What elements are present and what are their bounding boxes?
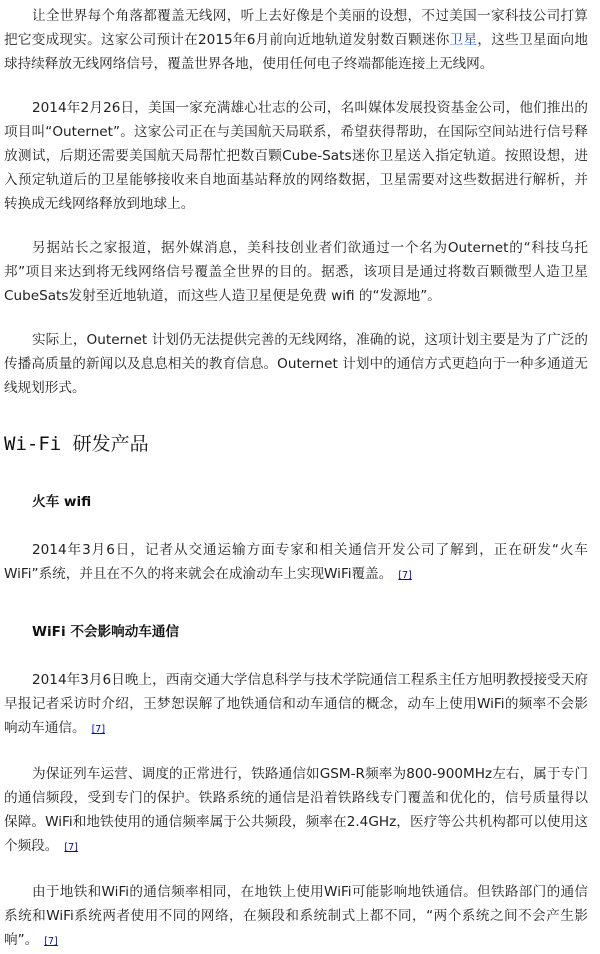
citation-link[interactable]: [7] [91, 724, 106, 735]
intro-paragraph-3: 另据站长之家报道，据外媒消息，美科技创业者们欲通过一个名为Outernet的“科技乌托邦”项目来达到将无线网络信号覆盖全世界的目的。据悉，该项目是通过将数百颗微型人造卫星CubeSats发射至近地轨道，而这些人造卫星便是免费 wifi 的“发源地”。 [4, 240, 588, 304]
satellite-link[interactable]: 卫星 [449, 32, 478, 48]
citation-link[interactable]: [7] [398, 570, 412, 581]
section-heading: Wi-Fi 研发产品 [4, 433, 149, 455]
wifi-no-impact-paragraph-3 [4, 880, 588, 954]
train-wifi-paragraph [4, 538, 588, 588]
subsection-heading-train-wifi: 火车 wifi [32, 494, 92, 510]
wifi-no-impact-paragraph-3-text: 由于地铁和WiFi的通信频率相同，在地铁上使用WiFi可能影响地铁通信。但铁路部门的通信系统和WiFi系统两者使用不同的网络，在频段和系统制式上都不同，“两个系统之间不会产生影响”。 [4, 884, 588, 948]
intro-paragraph-2: 2014年2月26日，美国一家充满雄心壮志的公司，名叫媒体发展投资基金公司，他们推出的项目叫“Outernet”。这家公司正在与美国航天局联系，希望获得帮助，在国际空间站进行信号释放测试，后期还需要美国航天局帮忙把数百颗Cube-Sats迷你卫星送入指定轨道。按照设想，进入预定轨道后的卫星能够接收来自地面基站释放的网络数据，卫星需要对这些数据进行解析，并转换成无线网络释放到地球上。 [4, 100, 588, 212]
wifi-no-impact-paragraph-1 [4, 668, 588, 742]
citation-link[interactable]: [7] [64, 842, 78, 853]
train-wifi-paragraph-text: 2014年3月6日，记者从交通运输方面专家和相关通信开发公司了解到，正在研发“火车WiFi”系统，并且在不久的将来就会在成渝动车上实现WiFi覆盖。 [4, 542, 588, 582]
wifi-no-impact-paragraph-2-text: 为保证列车运营、调度的正常进行，铁路通信如GSM-R频率为800-900MHz左右，属于专门的通信频段，受到专门的保护。铁路系统的通信是沿着铁路线专门覆盖和优化的，信号质量得以保障。WiFi和地铁使用的通信频率属于公共频段，频率在2.4GHz，医疗等公共机构都可以使用这个频段。 [4, 766, 588, 854]
wifi-no-impact-paragraph-1-text: 2014年3月6日晚上，西南交通大学信息科学与技术学院通信工程系主任方旭明教授接受天府早报记者采访时介绍，王梦恕误解了地铁通信和动车通信的概念，动车上使用WiFi的频率不会影响动车通信。 [4, 672, 588, 736]
wifi-no-impact-paragraph-2 [4, 762, 588, 860]
intro-paragraph-1-text-a: 让全世界每个角落都覆盖无线网，听上去好像是个美丽的设想，不过美国一家科技公司打算把它变成现实。这家公司预计在2015年6月前向近地轨道发射数百颗迷你 [4, 8, 588, 48]
intro-paragraph-4: 实际上，Outernet 计划仍无法提供完善的无线网络，准确的说，这项计划主要是为了广泛的传播高质量的新闻以及息息相关的教育信息。Outernet 计划中的通信方式更趋向于一种多通道无线规划形式。 [4, 332, 588, 396]
intro-paragraph-1-text-b: ，这些卫星面向地球持续释放无线网络信号，覆盖世界各地，使用任何电子终端都能连接上无线网。 [4, 32, 588, 72]
citation-link[interactable]: [7] [44, 936, 58, 947]
subsection-heading-wifi-no-impact: WiFi 不会影响动车通信 [32, 624, 180, 640]
intro-paragraph-1 [4, 0, 588, 76]
